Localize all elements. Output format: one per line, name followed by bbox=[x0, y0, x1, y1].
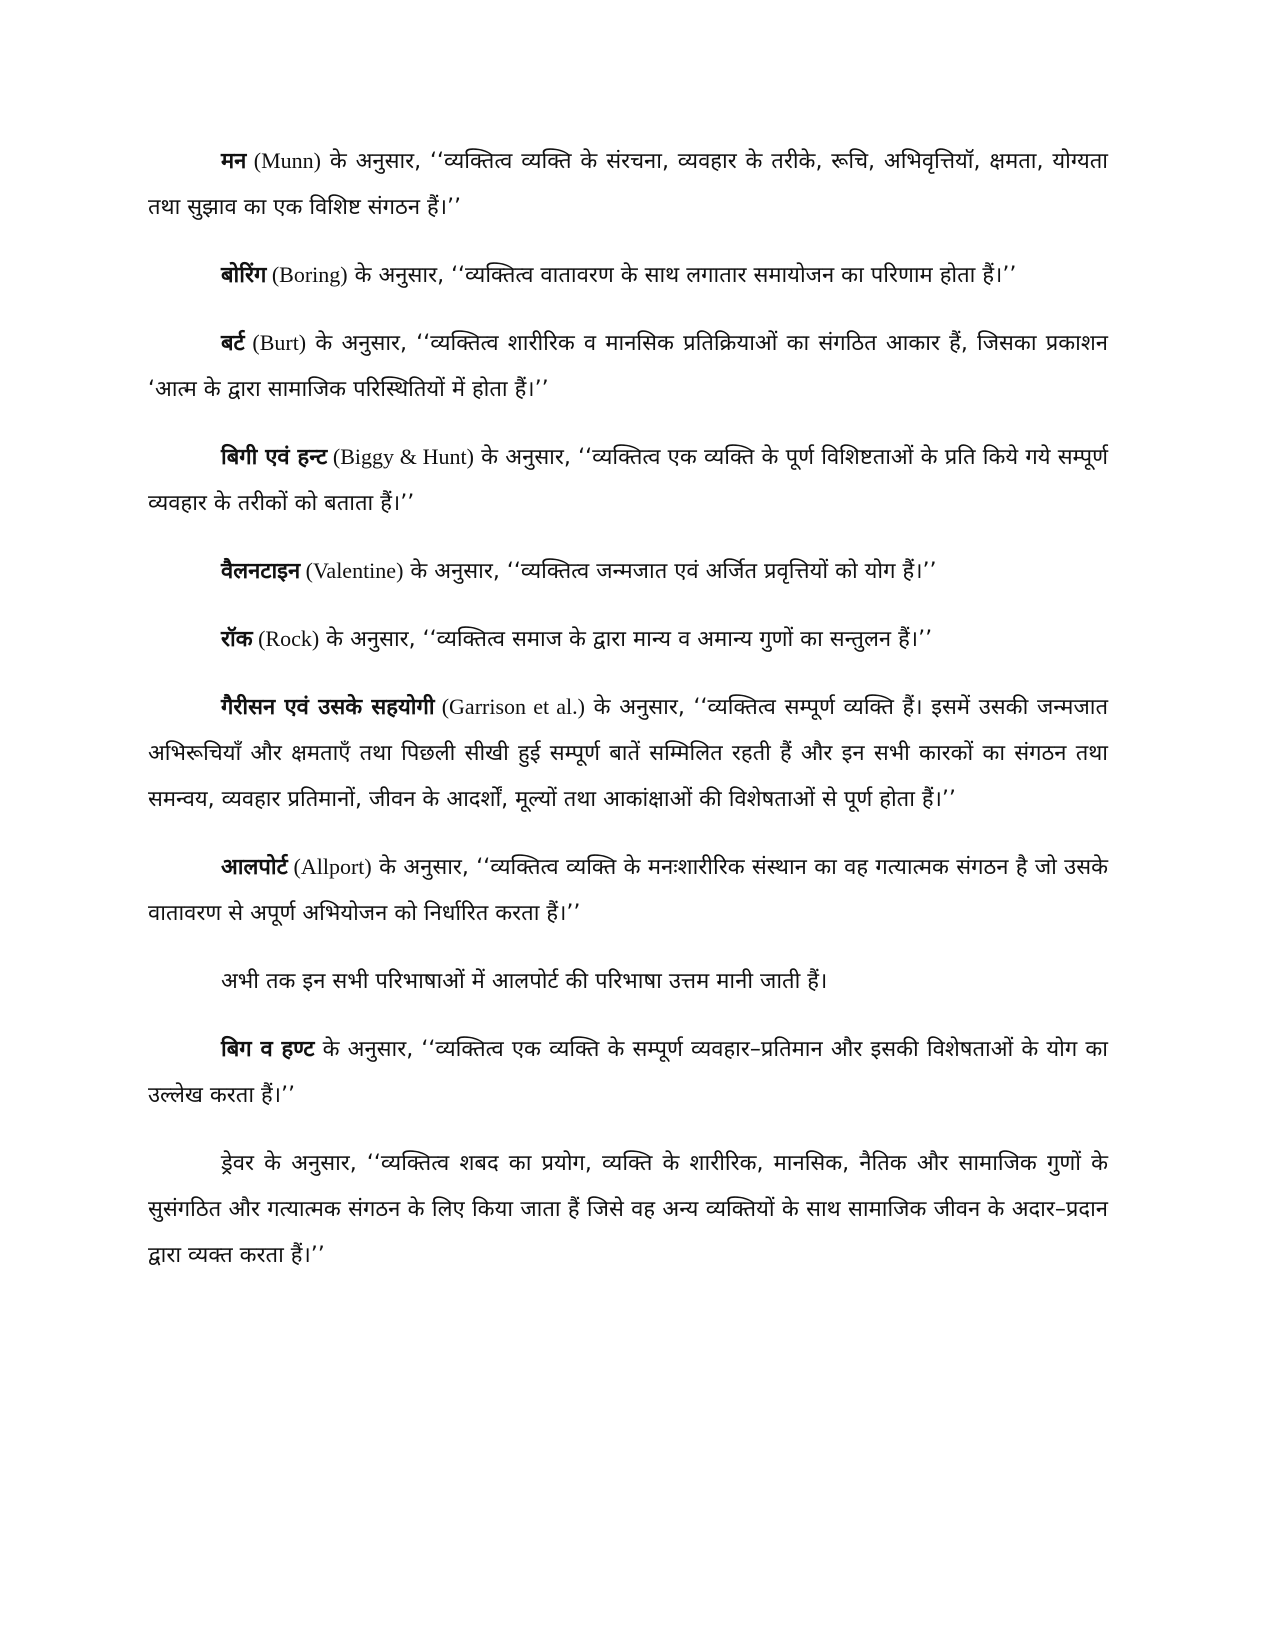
author-name: बर्ट bbox=[221, 331, 245, 356]
definition-burt bbox=[148, 320, 1108, 413]
definition-text: के अनुसार, ‘‘व्यक्तित्व व्यक्ति के संरचना, व्यवहार के तरीके, रूचि, अभिवृत्तियॉ, क्षमता, योग्यता तथा सुझाव का एक विशिष्ट संगठन हैं।’’ bbox=[148, 149, 1108, 220]
definition-text: के अनुसार, ‘‘व्यक्तित्व वातावरण के साथ लगातार समायोजन का परिणाम होता हैं।’’ bbox=[347, 263, 1017, 288]
author-name: रॉक bbox=[221, 627, 253, 652]
definition-boring bbox=[148, 252, 1108, 299]
author-english-name: (Rock) bbox=[252, 626, 320, 651]
definition-garrison bbox=[148, 684, 1108, 823]
author-english-name: (Boring) bbox=[266, 262, 348, 287]
definition-munn bbox=[148, 138, 1108, 231]
author-name: मन bbox=[221, 149, 247, 174]
definition-text: के अनुसार, ‘‘व्यक्तित्व समाज के द्वारा मान्य व अमान्य गुणों का सन्तुलन हैं।’’ bbox=[319, 627, 933, 652]
author-name: वैलनटाइन bbox=[221, 559, 301, 584]
definition-biggy-hunt bbox=[148, 434, 1108, 527]
definition-allport bbox=[148, 844, 1108, 937]
definition-rock bbox=[148, 616, 1108, 663]
author-name: बोरिंग bbox=[221, 263, 267, 288]
definition-text: ड्रेवर के अनुसार, ‘‘व्यक्तित्व शबद का प्रयोग, व्यक्ति के शारीरिक, मानसिक, नैतिक और सामाजिक गुणों के सुसंगठित और गत्यात्मक संगठन के लिए किया जाता हैं जिसे वह अन्य व्यक्तियों के साथ सामाजिक जीवन के अदार–प्रदान द्वारा व्यक्त करता हैं।’’ bbox=[148, 1151, 1108, 1268]
definition-big-hunt bbox=[148, 1026, 1108, 1119]
document-body bbox=[148, 138, 1108, 1300]
author-english-name: (Valentine) bbox=[300, 558, 404, 583]
definition-text: के अनुसार, ‘‘व्यक्तित्व जन्मजात एवं अर्जित प्रवृत्तियों को योग हैं।’’ bbox=[403, 559, 937, 584]
author-name: गैरीसन एवं उसके सहयोगी bbox=[221, 695, 435, 720]
definition-text: अभी तक इन सभी परिभाषाओं में आलपोर्ट की परिभाषा उत्तम मानी जाती हैं। bbox=[221, 969, 828, 994]
author-english-name: (Garrison et al.) bbox=[434, 694, 585, 719]
author-english-name: (Munn) bbox=[246, 148, 321, 173]
author-name: आलपोर्ट bbox=[221, 855, 288, 880]
definition-text: के अनुसार, ‘‘व्यक्तित्व सम्पूर्ण व्यक्ति हैं। इसमें उसकी जन्मजात अभिरूचियॉं और क्षमताएँ तथा पिछली सीखी हुई सम्पूर्ण बातें सम्मिलित रहती हैं और इन सभी कारकों का संगठन तथा समन्वय, व्यवहार प्रतिमानों, जीवन के आदर्शों, मूल्यों तथा आकांक्षाओं की विशेषताओं से पूर्ण होता हैं।’’ bbox=[148, 695, 1108, 812]
definition-drever bbox=[148, 1140, 1108, 1279]
definition-text: के अनुसार, ‘‘व्यक्तित्व एक व्यक्ति के सम्पूर्ण व्यवहार–प्रतिमान और इसकी विशेषताओं के योग का उल्लेख करता हैं।’’ bbox=[148, 1037, 1108, 1108]
definition-text: के अनुसार, ‘‘व्यक्तित्व एक व्यक्ति के पूर्ण विशिष्टताओं के प्रति किये गये सम्पूर्ण व्यवहार के तरीकों को बताता हैं।’’ bbox=[148, 445, 1108, 516]
definition-text: के अनुसार, ‘‘व्यक्तित्व शारीरिक व मानसिक प्रतिक्रियाओं का संगठित आकार हैं, जिसका प्रकाशन ‘आत्म के द्वारा सामाजिक परिस्थितियों में होता हैं।’’ bbox=[148, 331, 1108, 402]
author-english-name: (Allport) bbox=[287, 854, 372, 879]
author-name: बिगी एवं हन्ट bbox=[221, 445, 328, 470]
allport-remark bbox=[148, 958, 1108, 1005]
author-english-name: (Biggy & Hunt) bbox=[327, 444, 474, 469]
definition-text: के अनुसार, ‘‘व्यक्तित्व व्यक्ति के मनःशारीरिक संस्थान का वह गत्यात्मक संगठन है जो उसके वातावरण से अपूर्ण अभियोजन को निर्धारित करता हैं।’’ bbox=[148, 855, 1109, 926]
definition-valentine bbox=[148, 548, 1108, 595]
author-name: बिग व हण्ट bbox=[221, 1037, 315, 1062]
author-english-name: (Burt) bbox=[244, 330, 307, 355]
